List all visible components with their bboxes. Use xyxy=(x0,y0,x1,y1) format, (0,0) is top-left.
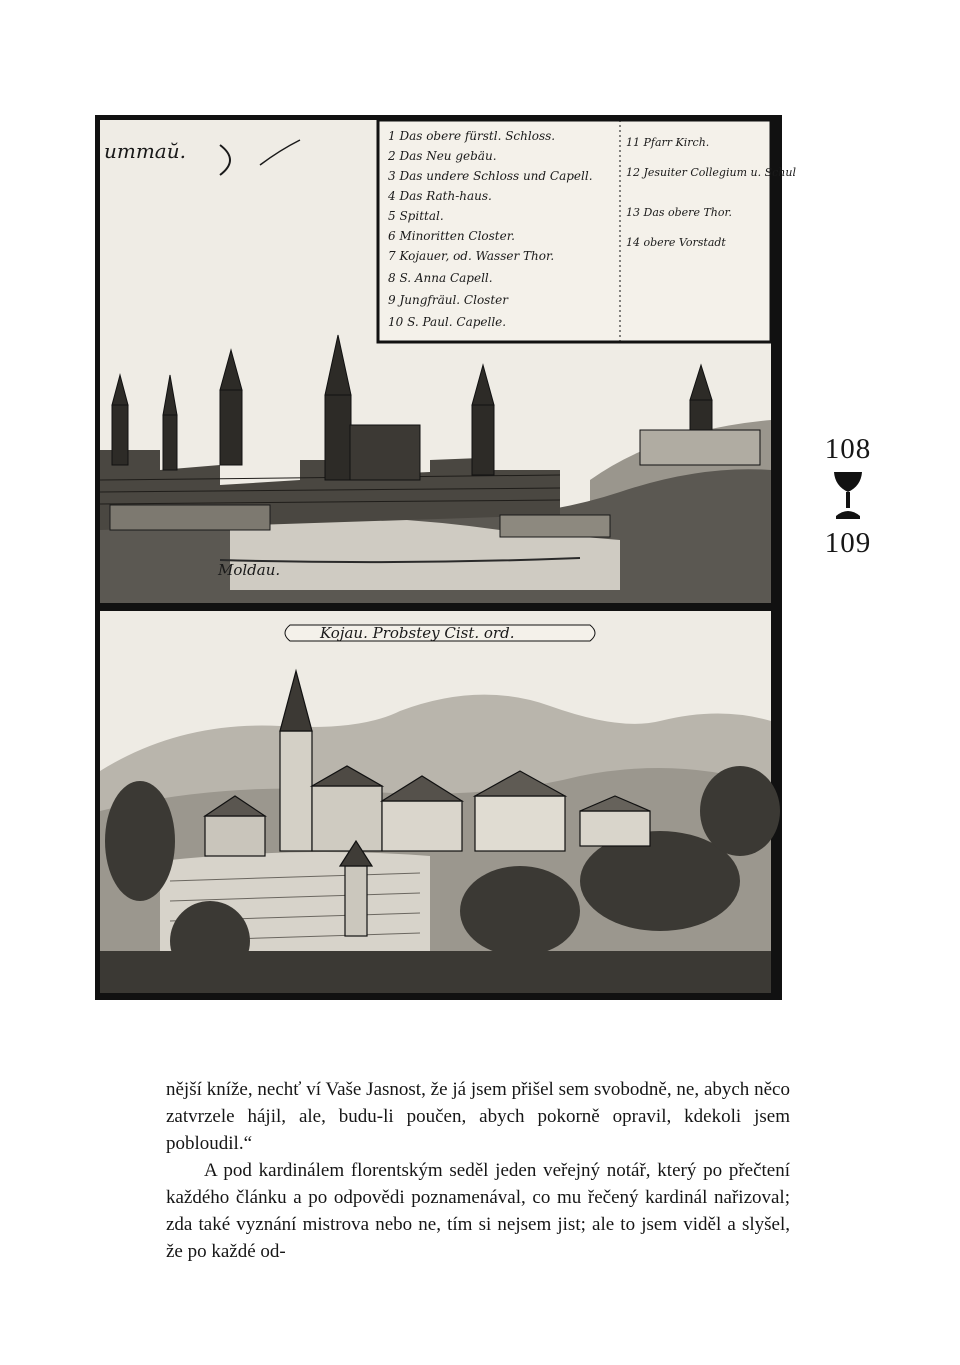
legend-item-4: 4 Das Rath-haus. xyxy=(388,189,492,203)
right-page-number: 109 xyxy=(824,527,872,559)
monastery-view-panel xyxy=(100,611,771,993)
town-view-panel xyxy=(100,120,796,603)
paragraph-2: A pod kardinálem florentským seděl jeden veřejný notář, který po přečtení každého článku a po odpovědi poznamenával, co mu řečený kardinál nařizoval; zda také vyznání mistrova nebo ne, tím si nejsem jist; ale to jsem viděl a slyšel, že po každé od- xyxy=(166,1160,790,1262)
legend-item-11: 11 Pfarr Kirch. xyxy=(626,136,710,149)
legend-item-7: 7 Kojauer, od. Wasser Thor. xyxy=(388,249,555,263)
monastery-title: Kojau. Probstey Cist. ord. xyxy=(320,624,515,642)
legend-item-2: 2 Das Neu gebäu. xyxy=(388,149,497,163)
paragraph-1: nější kníže, nechť ví Vaše Jasnost, že já jsem přišel sem svobodně, ne, abych něco zatvrzele hájil, ale, budu-li poučen, abych pokorně opravil, kdekoli jsem pobloudil.“ xyxy=(166,1079,790,1154)
pagination xyxy=(808,432,888,560)
chalice-icon xyxy=(831,470,865,522)
legend-item-12: 12 Jesuiter Collegium u. Schul xyxy=(626,166,796,179)
monastery-view-illustration xyxy=(100,611,771,993)
river-label: Moldau. xyxy=(218,561,281,579)
legend-item-9: 9 Jungfräul. Closter xyxy=(388,293,508,307)
legend-item-1: 1 Das obere fürstl. Schloss. xyxy=(388,129,556,143)
left-page-number: 108 xyxy=(824,433,872,465)
legend-item-6: 6 Minoritten Closter. xyxy=(388,229,515,243)
legend-item-14: 14 obere Vorstadt xyxy=(626,236,726,249)
legend-item-10: 10 S. Paul. Capelle. xyxy=(388,315,507,329)
legend-item-8: 8 S. Anna Capell. xyxy=(388,271,493,285)
legend-item-5: 5 Spittal. xyxy=(388,209,444,223)
town-view-illustration xyxy=(100,120,796,603)
engraving-plate xyxy=(95,115,796,1000)
legend-item-13: 13 Das obere Thor. xyxy=(626,206,733,219)
legend-item-3: 3 Das undere Schloss und Capell. xyxy=(388,169,593,183)
place-label: ummaŭ. xyxy=(104,139,186,163)
body-text xyxy=(166,1076,790,1265)
